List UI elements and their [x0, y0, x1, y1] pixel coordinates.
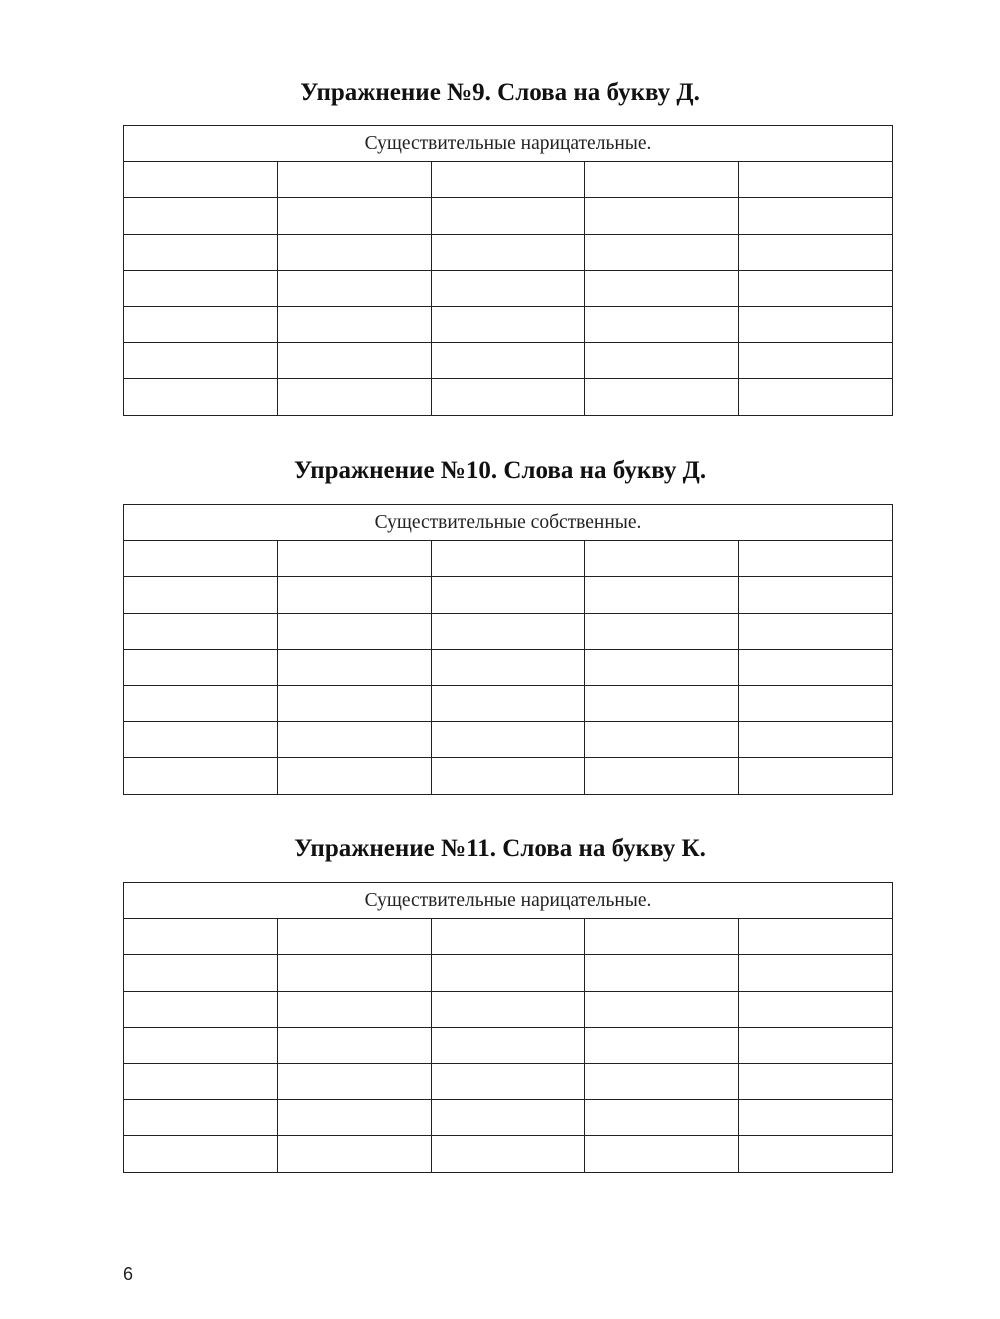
table-row: [124, 234, 893, 270]
blank-cell[interactable]: [277, 198, 431, 234]
table-header-row: [124, 505, 893, 541]
blank-cell[interactable]: [124, 577, 278, 613]
blank-cell[interactable]: [124, 1100, 278, 1136]
blank-cell[interactable]: [431, 919, 585, 955]
table-row: [124, 198, 893, 234]
table-header-row: [124, 126, 893, 162]
table-row: [124, 649, 893, 685]
table-row: [124, 1100, 893, 1136]
blank-cell[interactable]: [585, 758, 739, 794]
blank-cell[interactable]: [431, 343, 585, 379]
blank-cell[interactable]: [431, 1136, 585, 1172]
blank-cell[interactable]: [124, 162, 278, 198]
blank-cell[interactable]: [431, 685, 585, 721]
blank-cell[interactable]: [585, 991, 739, 1027]
blank-cell[interactable]: [277, 685, 431, 721]
table-row: [124, 1027, 893, 1063]
blank-cell[interactable]: [277, 1027, 431, 1063]
table-row: [124, 919, 893, 955]
table-row: [124, 991, 893, 1027]
table-row: [124, 343, 893, 379]
blank-cell[interactable]: [277, 991, 431, 1027]
blank-cell[interactable]: [431, 379, 585, 415]
blank-cell[interactable]: [124, 270, 278, 306]
blank-cell[interactable]: [585, 1063, 739, 1099]
table-row: [124, 955, 893, 991]
blank-cell[interactable]: [431, 955, 585, 991]
blank-cell[interactable]: [739, 541, 893, 577]
table-header-row: [124, 883, 893, 919]
exercise-title: Упражнение №9. Слова на букву Д.: [300, 79, 700, 106]
table-row: [124, 306, 893, 342]
blank-cell[interactable]: [739, 685, 893, 721]
blank-cell[interactable]: [739, 1027, 893, 1063]
blank-cell[interactable]: [124, 1136, 278, 1172]
blank-cell[interactable]: [431, 1027, 585, 1063]
blank-cell[interactable]: [431, 577, 585, 613]
worksheet-body: [124, 883, 893, 1173]
blank-cell[interactable]: [739, 343, 893, 379]
blank-cell[interactable]: [585, 162, 739, 198]
blank-cell[interactable]: [277, 1100, 431, 1136]
worksheet-body: [124, 126, 893, 416]
blank-cell[interactable]: [277, 919, 431, 955]
blank-cell[interactable]: [739, 379, 893, 415]
blank-cell[interactable]: [431, 1063, 585, 1099]
blank-cell[interactable]: [739, 613, 893, 649]
blank-cell[interactable]: [585, 306, 739, 342]
blank-cell[interactable]: [124, 722, 278, 758]
blank-cell[interactable]: [124, 685, 278, 721]
blank-cell[interactable]: [739, 1063, 893, 1099]
blank-cell[interactable]: [739, 162, 893, 198]
blank-cell[interactable]: [739, 722, 893, 758]
blank-cell[interactable]: [277, 379, 431, 415]
blank-cell[interactable]: [739, 234, 893, 270]
blank-cell[interactable]: [585, 955, 739, 991]
exercise-title: Упражнение №10. Слова на букву Д.: [293, 457, 707, 484]
blank-cell[interactable]: [431, 270, 585, 306]
table-row: [124, 541, 893, 577]
table-row: [124, 1136, 893, 1172]
blank-cell[interactable]: [431, 1100, 585, 1136]
blank-cell[interactable]: [739, 919, 893, 955]
worksheet-table: [123, 882, 893, 1173]
table-row: [124, 758, 893, 794]
blank-cell[interactable]: [585, 541, 739, 577]
blank-cell[interactable]: [124, 234, 278, 270]
table-header: Существительные собственные.: [124, 505, 893, 541]
blank-cell[interactable]: [277, 649, 431, 685]
table-row: [124, 613, 893, 649]
blank-cell[interactable]: [431, 541, 585, 577]
blank-cell[interactable]: [431, 758, 585, 794]
blank-cell[interactable]: [124, 306, 278, 342]
table-row: [124, 722, 893, 758]
table-row: [124, 685, 893, 721]
blank-cell[interactable]: [431, 306, 585, 342]
blank-cell[interactable]: [585, 577, 739, 613]
table-row: [124, 577, 893, 613]
blank-cell[interactable]: [124, 991, 278, 1027]
blank-cell[interactable]: [431, 991, 585, 1027]
blank-cell[interactable]: [277, 758, 431, 794]
blank-cell[interactable]: [739, 955, 893, 991]
blank-cell[interactable]: [431, 649, 585, 685]
blank-cell[interactable]: [124, 343, 278, 379]
blank-cell[interactable]: [277, 306, 431, 342]
blank-cell[interactable]: [124, 1027, 278, 1063]
blank-cell[interactable]: [277, 541, 431, 577]
table-header: Существительные нарицательные.: [124, 126, 893, 162]
blank-cell[interactable]: [585, 1027, 739, 1063]
blank-cell[interactable]: [124, 379, 278, 415]
blank-cell[interactable]: [431, 613, 585, 649]
blank-cell[interactable]: [739, 270, 893, 306]
blank-cell[interactable]: [124, 1063, 278, 1099]
blank-cell[interactable]: [585, 379, 739, 415]
blank-cell[interactable]: [277, 577, 431, 613]
blank-cell[interactable]: [431, 722, 585, 758]
table-row: [124, 270, 893, 306]
blank-cell[interactable]: [431, 198, 585, 234]
blank-cell[interactable]: [585, 234, 739, 270]
table-row: [124, 162, 893, 198]
blank-cell[interactable]: [585, 270, 739, 306]
blank-cell[interactable]: [739, 1136, 893, 1172]
worksheet-table: [123, 504, 893, 795]
blank-cell[interactable]: [585, 919, 739, 955]
blank-cell[interactable]: [124, 919, 278, 955]
table-row: [124, 1063, 893, 1099]
blank-cell[interactable]: [277, 955, 431, 991]
blank-cell[interactable]: [277, 162, 431, 198]
blank-cell[interactable]: [277, 343, 431, 379]
blank-cell[interactable]: [431, 162, 585, 198]
worksheet-body: [124, 505, 893, 795]
worksheet-table: [123, 125, 893, 416]
blank-cell[interactable]: [277, 1063, 431, 1099]
blank-cell[interactable]: [277, 722, 431, 758]
blank-cell[interactable]: [585, 649, 739, 685]
blank-cell[interactable]: [739, 649, 893, 685]
blank-cell[interactable]: [124, 955, 278, 991]
page-number: 6: [123, 1264, 134, 1284]
blank-cell[interactable]: [124, 649, 278, 685]
blank-cell[interactable]: [277, 1136, 431, 1172]
exercise-title: Упражнение №11. Слова на букву К.: [294, 835, 706, 862]
blank-cell[interactable]: [585, 198, 739, 234]
blank-cell[interactable]: [277, 613, 431, 649]
blank-cell[interactable]: [739, 758, 893, 794]
blank-cell[interactable]: [585, 1100, 739, 1136]
blank-cell[interactable]: [739, 577, 893, 613]
blank-cell[interactable]: [739, 991, 893, 1027]
blank-cell[interactable]: [739, 306, 893, 342]
blank-cell[interactable]: [585, 722, 739, 758]
blank-cell[interactable]: [124, 541, 278, 577]
blank-cell[interactable]: [124, 198, 278, 234]
blank-cell[interactable]: [585, 613, 739, 649]
blank-cell[interactable]: [585, 685, 739, 721]
blank-cell[interactable]: [739, 198, 893, 234]
table-header: Существительные нарицательные.: [124, 883, 893, 919]
blank-cell[interactable]: [585, 1136, 739, 1172]
blank-cell[interactable]: [739, 1100, 893, 1136]
blank-cell[interactable]: [124, 613, 278, 649]
blank-cell[interactable]: [431, 234, 585, 270]
blank-cell[interactable]: [585, 343, 739, 379]
blank-cell[interactable]: [277, 270, 431, 306]
blank-cell[interactable]: [277, 234, 431, 270]
blank-cell[interactable]: [124, 758, 278, 794]
table-row: [124, 379, 893, 415]
